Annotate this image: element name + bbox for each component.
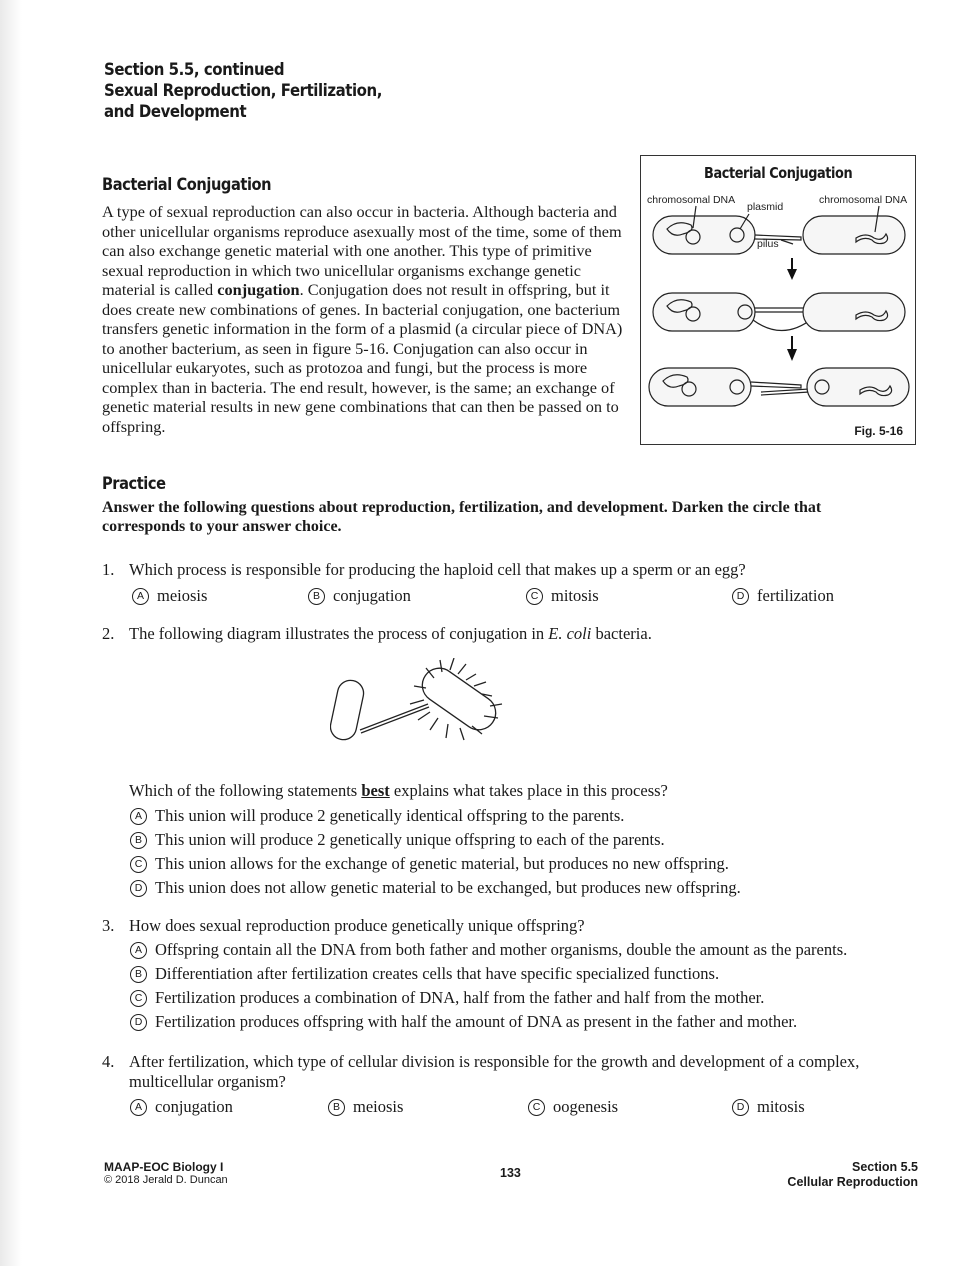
scan-page-edge — [0, 0, 22, 1266]
option-text: meiosis — [353, 1097, 404, 1116]
option-text: This union allows for the exchange of genetic material, but produces no new offspring. — [155, 854, 729, 873]
question-3 — [102, 914, 922, 1034]
option-d[interactable] — [130, 1010, 797, 1034]
footer-section: Section 5.5 — [852, 1160, 918, 1174]
figure-caption: Fig. 5-16 — [854, 424, 903, 438]
down-arrow-2 — [787, 336, 797, 361]
section-header-line2: Sexual Reproduction, Fertilization, — [104, 81, 382, 101]
option-a[interactable] — [130, 938, 847, 962]
answer-bubble-b[interactable]: B — [130, 966, 147, 983]
recipient-cell — [330, 678, 366, 742]
label-chromosomal-dna-right: chromosomal DNA — [819, 194, 908, 206]
emphasis-best: best — [361, 781, 390, 800]
question-1 — [102, 558, 902, 608]
option-text: This union does not allow genetic material to be exchanged, but produces new offspring. — [155, 878, 741, 897]
prompt-text: Which of the following statements — [129, 781, 362, 800]
question-text: Which process is responsible for producing the haploid cell that makes up a sperm or an egg? — [129, 560, 746, 579]
ecoli-conjugation-diagram — [330, 658, 510, 748]
answer-bubble-d[interactable]: D — [130, 1014, 147, 1031]
option-d[interactable] — [732, 1095, 805, 1119]
answer-bubble-a[interactable]: A — [130, 808, 147, 825]
answer-bubble-c[interactable]: C — [130, 856, 147, 873]
page-number: 133 — [500, 1166, 521, 1180]
question-prompt — [129, 779, 668, 803]
question-text-part: The following diagram illustrates the process of conjugation in — [129, 624, 549, 643]
option-a[interactable] — [132, 584, 207, 608]
intro-text-1: A type of sexual reproduction can also occur in bacteria. Although bacteria and other unicellular organisms reproduce asexually most of the time, some of them can also exchange genetic material with one another. This type of primitive sexual reproduction in which two unicellular organisms exchange genetic material is called — [102, 202, 622, 299]
question-text-line1: After fertilization, which type of cellular division is responsible for the growth and development of a complex, — [129, 1052, 860, 1071]
footer-right — [787, 1160, 918, 1190]
footer-section-title: Cellular Reproduction — [787, 1175, 918, 1189]
answer-bubble-b[interactable]: B — [308, 588, 325, 605]
bacterium-recipient-1 — [803, 216, 905, 254]
pilus-2 — [755, 308, 803, 312]
figure-title: Bacterial Conjugation — [703, 164, 853, 182]
intro-text-2: . Conjugation does not result in offspring, but it does create new combinations of genes. In bacterial conjugation, one bacterium transfers genetic information in the form of a plasmid (a circular piece of DNA) to another bacterium, as seen in figure 5-16. Conjugation can also occur in unicellular eukaryotes, such as protozoa and fungi, but the process is more complex than in bacteria. The end result, however, is the same; an exchange of genetic material results in new gene combinations that can then be passed on to offspring. — [102, 280, 623, 436]
answer-bubble-c[interactable]: C — [130, 990, 147, 1007]
down-arrow-1 — [787, 258, 797, 280]
label-pilus: pilus — [757, 238, 779, 250]
question-text-part: bacteria. — [591, 624, 652, 643]
bacterium-donor-2 — [653, 293, 755, 331]
option-text: Differentiation after fertilization creates cells that have specific specialized functions. — [155, 964, 720, 983]
option-text: conjugation — [333, 586, 411, 605]
option-text: Offspring contain all the DNA from both father and mother organisms, double the amount as the parents. — [155, 940, 848, 959]
question-text-line2: multicellular organism? — [129, 1072, 286, 1091]
intro-bold-term: conjugation — [217, 280, 300, 299]
option-b[interactable] — [308, 584, 411, 608]
conjugation-pilus — [360, 704, 429, 733]
section-header-line1: Section 5.5, continued — [104, 60, 285, 80]
answer-bubble-d[interactable]: D — [732, 588, 749, 605]
label-chromosomal-dna-left: chromosomal DNA — [647, 194, 736, 206]
answer-bubble-b[interactable]: B — [328, 1099, 345, 1116]
answer-bubble-d[interactable]: D — [130, 880, 147, 897]
answer-bubble-b[interactable]: B — [130, 832, 147, 849]
book-title: MAAP-EOC Biology I — [104, 1160, 224, 1174]
option-d[interactable] — [130, 876, 741, 900]
question-text: How does sexual reproduction produce genetically unique offspring? — [129, 916, 585, 935]
answer-bubble-c[interactable]: C — [526, 588, 543, 605]
question-number: 3. — [102, 916, 115, 935]
option-text: oogenesis — [553, 1097, 619, 1116]
question-4 — [102, 1050, 922, 1125]
option-text: Fertilization produces a combination of DNA, half from the father and half from the mother. — [155, 988, 765, 1007]
option-text: conjugation — [155, 1097, 233, 1116]
option-text: meiosis — [157, 586, 208, 605]
bacterium-donor-1 — [653, 216, 755, 254]
figure-bacterial-conjugation — [640, 155, 916, 445]
leader-pilus — [781, 240, 793, 244]
section-header-line3: and Development — [104, 102, 247, 122]
intro-heading: Bacterial Conjugation — [102, 175, 272, 195]
option-c[interactable] — [130, 986, 764, 1010]
answer-bubble-d[interactable]: D — [732, 1099, 749, 1116]
option-b[interactable] — [328, 1095, 403, 1119]
bacterium-recipient-2 — [803, 293, 905, 331]
prompt-text: explains what takes place in this process? — [389, 781, 668, 800]
option-text: fertilization — [757, 586, 834, 605]
question-text — [129, 622, 652, 646]
answer-bubble-c[interactable]: C — [528, 1099, 545, 1116]
label-plasmid: plasmid — [747, 201, 784, 213]
organism-name: E. coli — [548, 624, 592, 643]
intro-paragraph — [102, 202, 632, 436]
option-d[interactable] — [732, 584, 834, 608]
option-b[interactable] — [130, 962, 719, 986]
option-text: mitosis — [551, 586, 599, 605]
option-text: This union will produce 2 genetically unique offspring to each of the parents. — [155, 830, 665, 849]
question-number: 1. — [102, 560, 115, 579]
option-c[interactable] — [528, 1095, 618, 1119]
option-b[interactable] — [130, 828, 665, 852]
question-2 — [102, 622, 902, 902]
pilus-3b — [761, 389, 809, 395]
option-a[interactable] — [130, 804, 624, 828]
option-text: Fertilization produces offspring with half the amount of DNA as present in the father and mother. — [155, 1012, 798, 1031]
answer-bubble-a[interactable]: A — [130, 942, 147, 959]
practice-instructions: Answer the following questions about reproduction, fertilization, and development. Darken the circle that corresponds to your answer choice. — [102, 499, 822, 535]
answer-bubble-a[interactable]: A — [130, 1099, 147, 1116]
copyright: © 2018 Jerald D. Duncan — [104, 1174, 228, 1186]
option-text: This union will produce 2 genetically identical offspring to the parents. — [155, 806, 625, 825]
question-number: 4. — [102, 1052, 115, 1071]
question-number: 2. — [102, 624, 115, 643]
pilus-3a — [751, 382, 801, 388]
footer-left — [104, 1160, 228, 1187]
bacterium-donor-3 — [649, 368, 751, 406]
bacterium-recipient-3 — [807, 368, 909, 406]
option-c[interactable] — [130, 852, 729, 876]
option-text: mitosis — [757, 1097, 805, 1116]
option-a[interactable] — [130, 1095, 233, 1119]
answer-bubble-a[interactable]: A — [132, 588, 149, 605]
option-c[interactable] — [526, 584, 599, 608]
section-header — [104, 60, 382, 123]
practice-heading: Practice — [102, 474, 166, 494]
